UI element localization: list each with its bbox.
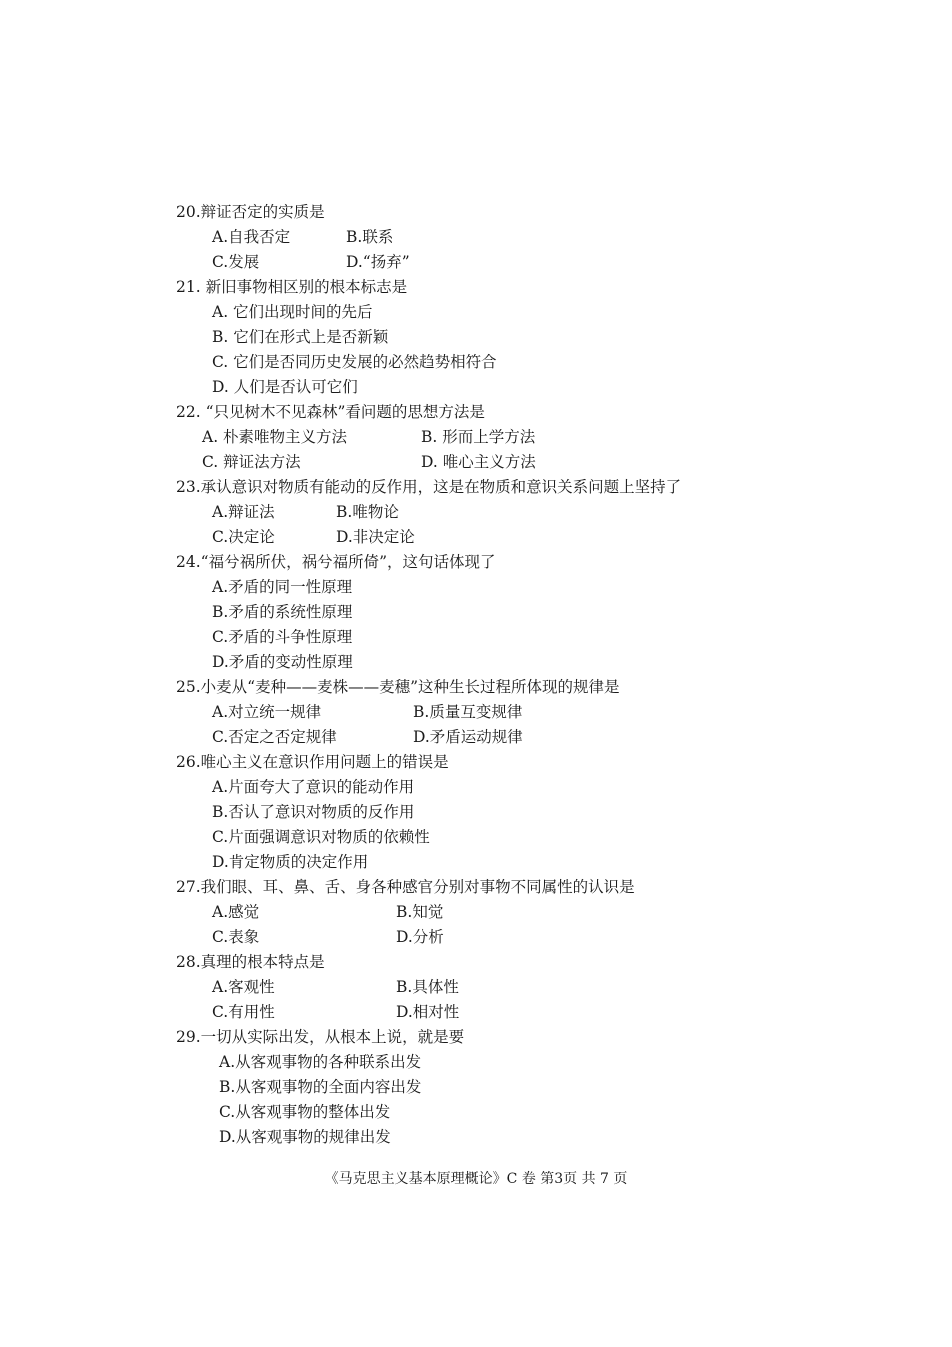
question-27-option-a: A.感觉: [212, 903, 260, 921]
question-23-options-row-2: [176, 525, 796, 550]
question-21-option-c: C. 它们是否同历史发展的必然趋势相符合: [212, 353, 497, 371]
question-23-options-row-1: [176, 500, 796, 525]
question-20-options-row-1: [176, 225, 796, 250]
question-26-option-a: A.片面夸大了意识的能动作用: [212, 778, 415, 796]
question-20-option-b: B.联系: [346, 228, 394, 246]
question-29-option-b: B.从客观事物的全面内容出发: [219, 1078, 422, 1096]
question-25-option-b: B.质量互变规律: [413, 703, 523, 721]
question-23-option-b: B.唯物论: [336, 503, 399, 521]
question-25-option-d: D.矛盾运动规律: [413, 728, 523, 746]
question-25-options-row-2: [176, 725, 796, 750]
question-23-option-a: A.辩证法: [212, 503, 275, 521]
question-28-options-row-2: [176, 1000, 796, 1025]
question-20-option-d: D.“扬弃”: [346, 253, 410, 271]
question-29-option-d: D.从客观事物的规律出发: [219, 1128, 391, 1146]
question-20-stem: 20.辩证否定的实质是: [176, 203, 325, 221]
question-20-option-c: C.发展: [212, 253, 260, 271]
question-27: [176, 875, 796, 950]
question-22: [176, 400, 796, 475]
question-29-option-a: A.从客观事物的各种联系出发: [219, 1053, 422, 1071]
question-23: [176, 475, 796, 550]
question-28-option-d: D.相对性: [396, 1003, 460, 1021]
question-22-option-b: B. 形而上学方法: [421, 428, 536, 446]
question-22-option-a: A. 朴素唯物主义方法: [202, 428, 348, 446]
question-21-option-a: A. 它们出现时间的先后: [212, 303, 373, 321]
question-24-option-c: C.矛盾的斗争性原理: [212, 628, 353, 646]
question-21-option-d: D. 人们是否认可它们: [212, 378, 358, 396]
question-20: [176, 200, 796, 275]
question-26: [176, 750, 796, 875]
question-25: [176, 675, 796, 750]
question-27-options-row-1: [176, 900, 796, 925]
question-21-stem: 21. 新旧事物相区别的根本标志是: [176, 278, 408, 296]
question-26-stem: 26.唯心主义在意识作用问题上的错误是: [176, 753, 449, 771]
question-23-option-c: C.决定论: [212, 528, 275, 546]
question-24-stem: 24.“福兮祸所伏，祸兮福所倚”，这句话体现了: [176, 553, 496, 571]
question-22-options-row-1: [176, 425, 796, 450]
question-27-options-row-2: [176, 925, 796, 950]
question-21: [176, 275, 796, 400]
question-27-option-d: D.分析: [396, 928, 444, 946]
question-21-option-b: B. 它们在形式上是否新颖: [212, 328, 389, 346]
question-28-options-row-1: [176, 975, 796, 1000]
question-23-option-d: D.非决定论: [336, 528, 415, 546]
question-22-option-d: D. 唯心主义方法: [421, 453, 536, 471]
question-25-option-a: A.对立统一规律: [212, 703, 322, 721]
question-25-options-row-1: [176, 700, 796, 725]
question-28: [176, 950, 796, 1025]
question-27-option-b: B.知觉: [396, 903, 444, 921]
question-27-stem: 27.我们眼、耳、鼻、舌、身各种感官分别对事物不同属性的认识是: [176, 878, 635, 896]
question-29: [176, 1025, 796, 1150]
question-22-option-c: C. 辩证法方法: [202, 453, 301, 471]
question-20-options-row-2: [176, 250, 796, 275]
question-23-stem: 23.承认意识对物质有能动的反作用，这是在物质和意识关系问题上坚持了: [176, 478, 682, 496]
question-24-option-d: D.矛盾的变动性原理: [212, 653, 353, 671]
question-28-option-c: C.有用性: [212, 1003, 275, 1021]
question-26-option-d: D.肯定物质的决定作用: [212, 853, 369, 871]
question-29-option-c: C.从客观事物的整体出发: [219, 1103, 391, 1121]
question-list: [176, 200, 796, 1150]
question-25-stem: 25.小麦从“麦种——麦株——麦穗”这种生长过程所体现的规律是: [176, 678, 620, 696]
question-24: [176, 550, 796, 675]
question-28-option-b: B.具体性: [396, 978, 459, 996]
question-26-option-c: C.片面强调意识对物质的依赖性: [212, 828, 430, 846]
question-28-stem: 28.真理的根本特点是: [176, 953, 325, 971]
question-24-option-a: A.矛盾的同一性原理: [212, 578, 353, 596]
question-22-options-row-2: [176, 450, 796, 475]
question-29-stem: 29.一切从实际出发，从根本上说，就是要: [176, 1028, 465, 1046]
question-25-option-c: C.否定之否定规律: [212, 728, 337, 746]
question-28-option-a: A.客观性: [212, 978, 275, 996]
question-26-option-b: B.否认了意识对物质的反作用: [212, 803, 415, 821]
question-27-option-c: C.表象: [212, 928, 260, 946]
page-footer: 《马克思主义基本原理概论》C 卷 第3页 共 7 页: [324, 1171, 628, 1187]
question-24-option-b: B.矛盾的系统性原理: [212, 603, 353, 621]
question-20-option-a: A.自我否定: [212, 228, 291, 246]
question-22-stem: 22. “只见树木不见森林”看问题的思想方法是: [176, 403, 485, 421]
